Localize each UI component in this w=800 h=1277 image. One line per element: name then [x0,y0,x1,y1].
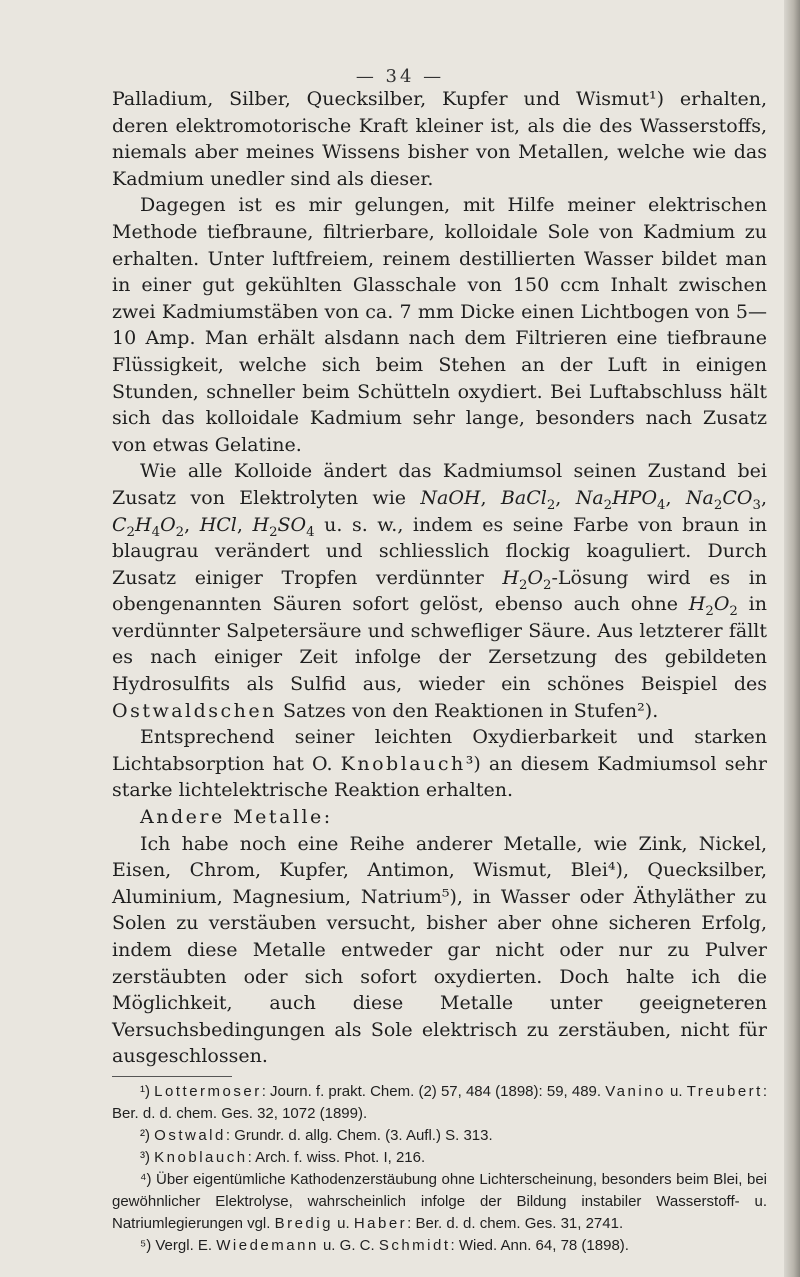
footnote-3: ³) Knoblauch: Arch. f. wiss. Phot. I, 216. [140,1148,426,1166]
section-heading: Andere Metalle: [140,806,333,829]
footnote-4: ⁴) Über eigentümliche Kathodenzerstäubung ohne Lichterscheinung, besonders beim Blei, bei gewöhnlicher Elektrolyse, wahrscheinlich infolge der Bildung instabiler Wasserstoff- u. Natriumlegierungen vgl. Bredig u. Haber: Ber. d. d. chem. Ges. 31, 2741. [112,1170,767,1232]
body-text [112,86,767,1257]
paragraph-5: Ich habe noch eine Reihe anderer Metalle, wie Zink, Nickel, Eisen, Chrom, Kupfer, Antimon, Wismut, Blei⁴), Quecksilber, Aluminium, Magnesium, Natrium⁵), in Wasser oder Äthyläther zu Solen zu verstäuben versucht, bisher aber ohne sicheren Erfolg, indem diese Metalle entweder gar nicht oder nur zu Pulver zerstäubten oder sich sofort oxydierten. Doch halte ich die Möglichkeit, auch diese Metalle unter geeigneteren Versuchsbedingungen als Sole elektrisch zu zerstäuben, nicht für ausgeschlossen. [112,832,767,1068]
paragraph-4: Entsprechend seiner leichten Oxydierbarkeit und starken Lichtabsorption hat O. Knoblauch³) an diesem Kadmiumsol sehr starke lichtelektrische Reaktion erhalten. [112,726,768,802]
footnote-rule [112,1076,232,1077]
paragraph-3: Wie alle Kolloide ändert das Kadmiumsol seinen Zustand bei Zusatz von Elektrolyten wie NaOH, BaCl$_2$, $Na_2HPO_4$, $Na_2CO_3$, $C_2H_4O_2$, HCl, $H_2SO_4$ u. s. w., indem es seine Farbe von braun in blaugrau verändert und schliesslich flockig koaguliert. Durch Zusatz einiger Tropfen verdünnter $H_2O_2$-Lösung wird es in obengenannten Säuren sofort gelöst, ebenso auch ohne $H_2O_2$ in verdünnter Salpetersäure und schwefliger Säure. Aus letzterer fällt es nach einiger Zeit infolge der Zersetzung des gebildeten Hydrosulfits als Sulfid aus, wieder ein schönes Beispiel des Ostwaldschen Satzes von den Reaktionen in Stufen²). [112,460,768,722]
footnote-1: ¹) Lottermoser: Journ. f. prakt. Chem. (2) 57, 484 (1898): 59, 489. Vanino u. Treubert: Ber. d. d. chem. Ges. 32, 1072 (1899). [112,1082,768,1122]
footnote-2: ²) Ostwald: Grundr. d. allg. Chem. (3. Aufl.) S. 313. [140,1126,493,1144]
footnote-5: ⁵) Vergl. E. Wiedemann u. G. C. Schmidt: Wied. Ann. 64, 78 (1898). [140,1236,629,1254]
page-number: — 34 — [355,66,445,87]
paragraph-2: Dagegen ist es mir gelungen, mit Hilfe meiner elektrischen Methode tiefbraune, filtrierbare, kolloidale Sole von Kadmium zu erhalten. Unter luftfreiem, reinem destillierten Wasser bildet man in einer gut gekühlten Glasschale von 150 ccm Inhalt zwischen zwei Kadmiumstäben von ca. 7 mm Dicke einen Lichtbogen von 5—10 Amp. Man erhält alsdann nach dem Filtrieren eine tiefbraune Flüssigkeit, welche sich beim Stehen an der Luft in einigen Stunden, schneller beim Schütteln oxydiert. Bei Luftabschluss hält sich das kolloidale Kadmium sehr lange, besonders nach Zusatz von etwas Gelatine. [112,194,767,456]
footnotes [112,1081,767,1257]
page-edge [784,0,800,1277]
paragraph-1: Palladium, Silber, Quecksilber, Kupfer und Wismut¹) erhalten, deren elektromotorische Kraft kleiner ist, als die des Wasserstoffs, niemals aber meines Wissens bisher von Metallen, welche wie das Kadmium unedler sind als dieser. [112,88,767,190]
